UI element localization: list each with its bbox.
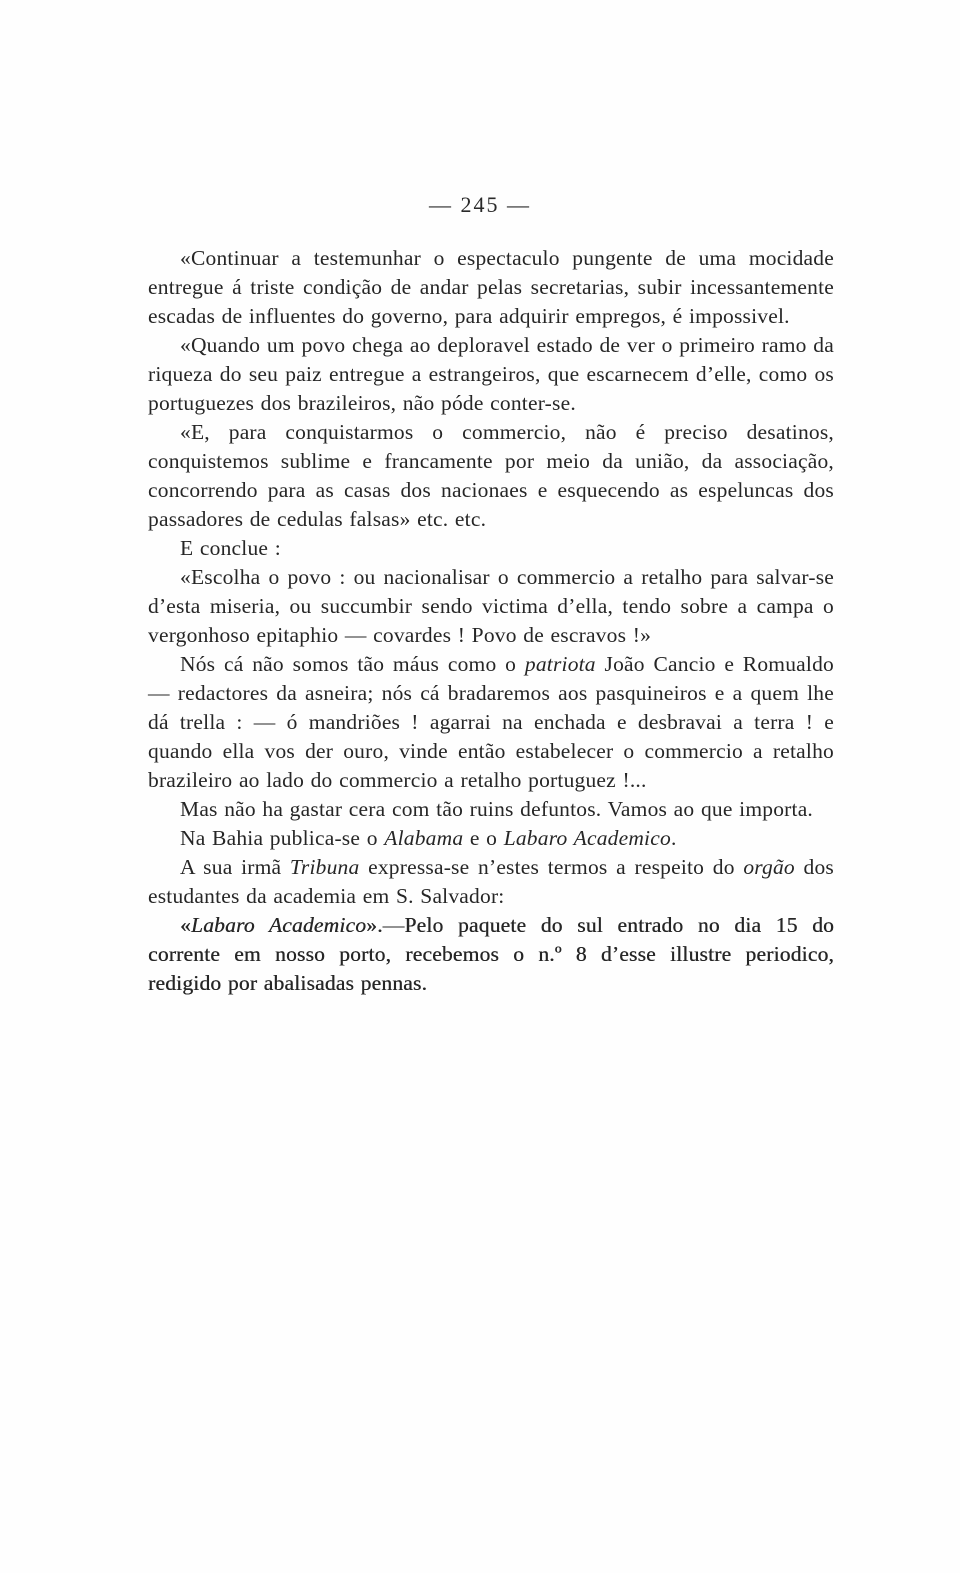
italic-text-segment: Labaro Academico [190,913,367,937]
paragraph [148,795,834,824]
text-segment: dos estudantes da academia em S. Salvador: [148,855,834,908]
italic-text-segment: Alabama [384,826,464,850]
paragraph [148,331,834,418]
italic-text-segment: Labaro Academico [503,826,671,850]
text-segment: «Continuar a testemunhar o espectaculo pungente de uma mocidade entregue á triste condição de andar pelas secretarias, subir incessantemente escadas de influentes do governo, para adquirir empregos, é impossivel. [148,246,834,328]
text-block [148,244,834,998]
text-segment: E conclue : [180,536,281,560]
text-segment: João Cancio e Romualdo — redactores da asneira; nós cá bradaremos aos pasquineiros e a quem lhe dá trella : — ó mandriões ! agarrai na enchada e desbravai a terra ! e quando ella vos der ouro, vinde então estabelecer o commercio a retalho brazileiro ao lado do commercio a retalho portuguez !... [148,652,834,792]
italic-text-segment: patriota [524,652,596,676]
paragraph [148,418,834,534]
text-segment: Mas não ha gastar cera com tão ruins defuntos. Vamos ao que importa. [180,797,814,821]
text-segment: « [180,913,191,937]
paragraph [148,911,834,998]
paragraph [148,534,834,563]
paragraph [148,853,834,911]
italic-text-segment: orgão [743,855,795,879]
text-segment: . [670,826,677,850]
italic-text-segment: Tribuna [289,855,360,879]
text-segment: e o [463,826,504,850]
paragraph [148,650,834,795]
text-segment: A sua irmã [180,855,290,879]
paragraph [148,244,834,331]
paragraph [148,563,834,650]
text-segment: Na Bahia publica-se o [180,826,385,850]
page-number: — 245 — [429,192,531,217]
text-segment: «Quando um povo chega ao deploravel estado de ver o primeiro ramo da riqueza do seu paiz entregue a estrangeiros, que escarnecem d’elle, como os portuguezes dos brazileiros, não póde conter-se. [148,333,834,415]
text-segment: Nós cá não somos tão máus como o [180,652,525,676]
paragraph [148,824,834,853]
text-segment: expressa-se n’estes termos a respeito do [359,855,744,879]
text-segment: «E, para conquistarmos o commercio, não é preciso desatinos, conquistemos sublime e francamente por meio da união, da associação, concorrendo para as casas dos nacionaes e esquecendo as espeluncas dos passadores de cedulas falsas» etc. etc. [148,420,834,531]
text-segment: «Escolha o povo : ou nacionalisar o commercio a retalho para salvar-se d’esta miseria, ou succumbir sendo victima d’ella, tendo sobre a campa o vergonhoso epitaphio — covardes ! Povo de escravos !» [148,565,834,647]
text-segment: ».—Pelo paquete do sul entrado no dia 15 do corrente em nosso porto, recebemos o n.º 8 d’esse illustre periodico, redigido por abalisadas pennas. [148,913,835,995]
